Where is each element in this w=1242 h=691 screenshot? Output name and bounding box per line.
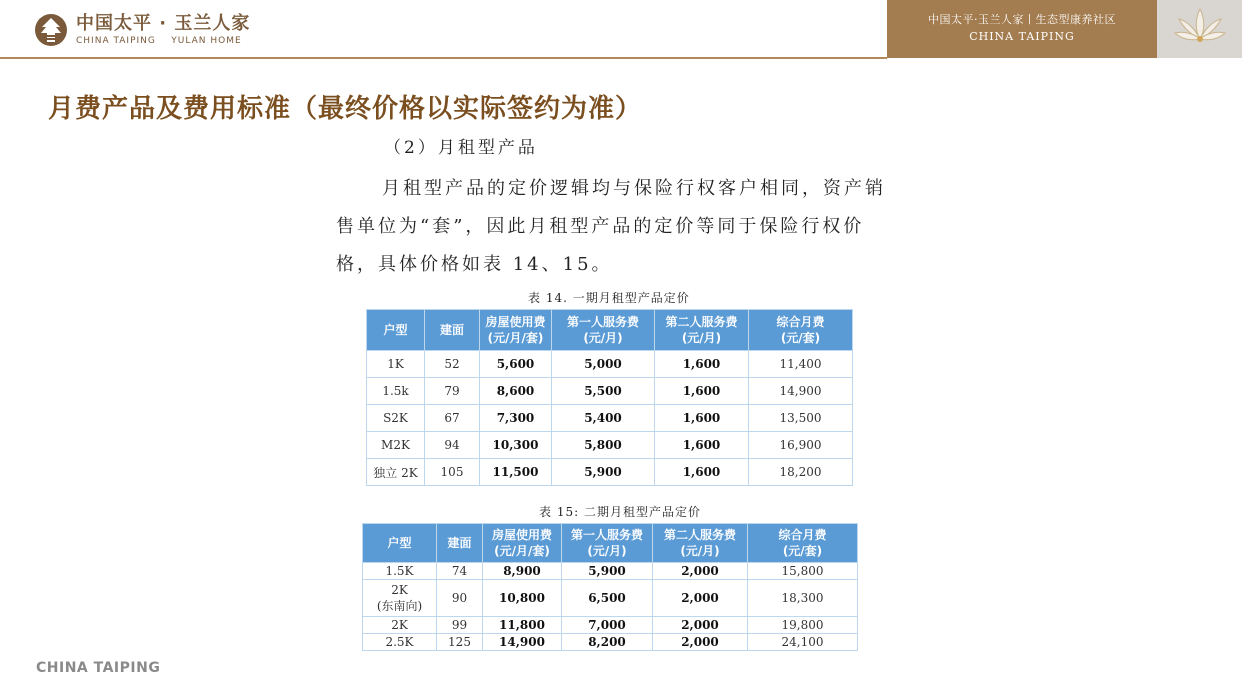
cell-text: (东南向) bbox=[376, 598, 423, 613]
cell-text: M2K bbox=[381, 438, 410, 452]
table-cell bbox=[655, 432, 749, 459]
cell-text: 独立 2K bbox=[373, 465, 418, 480]
cell-text: 5,400 bbox=[584, 411, 622, 425]
cell-text: 11,800 bbox=[499, 618, 545, 632]
cell-text: 11,400 bbox=[779, 357, 822, 371]
table-cell bbox=[562, 580, 653, 617]
table-cell bbox=[425, 432, 480, 459]
cell-text: 5,900 bbox=[588, 564, 626, 578]
cell-text: 1,600 bbox=[682, 438, 721, 452]
column-header-line: 建面 bbox=[439, 323, 464, 337]
column-header bbox=[480, 310, 552, 351]
column-header-line: 第二人服务费 bbox=[665, 315, 738, 329]
cell-text: 1.5k bbox=[382, 384, 409, 398]
table-cell bbox=[655, 351, 749, 378]
table-row bbox=[363, 563, 858, 580]
table-cell bbox=[748, 563, 858, 580]
table-cell bbox=[562, 617, 653, 634]
column-header bbox=[425, 310, 480, 351]
table-cell bbox=[483, 580, 562, 617]
cell-text: 15,800 bbox=[781, 564, 824, 578]
cell-text: 14,900 bbox=[779, 384, 822, 398]
table-cell bbox=[483, 563, 562, 580]
cell-text: 90 bbox=[451, 591, 468, 605]
cell-text: 1,600 bbox=[682, 357, 721, 371]
table-cell bbox=[480, 459, 552, 486]
column-header-line: 户型 bbox=[387, 536, 412, 550]
table-cell bbox=[655, 459, 749, 486]
header-bar bbox=[0, 0, 1242, 58]
cell-text: 13,500 bbox=[779, 411, 822, 425]
column-header bbox=[562, 524, 653, 563]
cell-text: 8,200 bbox=[588, 635, 626, 649]
cell-text: 2.5K bbox=[385, 635, 414, 649]
cell-text: 10,800 bbox=[499, 591, 545, 605]
header-divider bbox=[0, 57, 887, 59]
table-cell bbox=[437, 634, 483, 651]
table-row bbox=[363, 617, 858, 634]
column-header-line: 第一人服务费 bbox=[566, 315, 639, 329]
cell-text: 67 bbox=[444, 411, 460, 425]
column-header-line: (元/月/套) bbox=[494, 544, 550, 558]
cell-text: 7,000 bbox=[588, 618, 626, 632]
table-cell bbox=[367, 378, 425, 405]
cell-text: 79 bbox=[444, 384, 460, 398]
cell-text: 19,800 bbox=[781, 618, 824, 632]
table-cell bbox=[655, 378, 749, 405]
pricing-table-phase1 bbox=[366, 309, 853, 486]
cell-text: 1,600 bbox=[682, 411, 721, 425]
table-cell bbox=[748, 617, 858, 634]
column-header-line: 综合月费 bbox=[778, 528, 827, 542]
cell-text: 99 bbox=[451, 618, 468, 632]
logo-chinese-text: 中国太平 · 玉兰人家 bbox=[76, 12, 251, 34]
cell-text: 7,300 bbox=[496, 411, 535, 425]
table14-caption: 表 14. 一期月租型产品定价 bbox=[528, 291, 690, 305]
cell-text: 14,900 bbox=[499, 635, 545, 649]
table-cell bbox=[367, 459, 425, 486]
table-cell bbox=[425, 405, 480, 432]
cell-text: 2,000 bbox=[681, 591, 719, 605]
column-header-line: 第一人服务费 bbox=[570, 528, 643, 542]
cell-text: 52 bbox=[444, 357, 460, 371]
lotus-panel bbox=[1157, 0, 1242, 58]
table-row bbox=[367, 432, 853, 459]
table-cell bbox=[425, 378, 480, 405]
table-cell bbox=[748, 580, 858, 617]
table-cell bbox=[552, 459, 655, 486]
table15-caption: 表 15: 二期月租型产品定价 bbox=[539, 505, 701, 519]
column-header bbox=[653, 524, 748, 563]
cell-text: 10,300 bbox=[492, 438, 539, 452]
cell-text: 2K bbox=[391, 582, 408, 597]
column-header bbox=[437, 524, 483, 563]
table-cell bbox=[483, 634, 562, 651]
cell-text: 94 bbox=[444, 438, 460, 452]
cell-text: 74 bbox=[451, 564, 468, 578]
brand-tagline-en: CHINA TAIPING bbox=[969, 30, 1075, 43]
table-cell bbox=[367, 351, 425, 378]
column-header-line: (元/月) bbox=[587, 544, 627, 558]
cell-text: 5,000 bbox=[584, 357, 622, 371]
cell-text: 5,800 bbox=[584, 438, 622, 452]
table-cell bbox=[437, 563, 483, 580]
taiping-emblem-icon bbox=[34, 13, 68, 47]
column-header-line: (元/月) bbox=[583, 331, 623, 345]
cell-text: 1.5K bbox=[385, 564, 414, 578]
column-header-line: (元/套) bbox=[782, 544, 823, 558]
cell-text: 24,100 bbox=[781, 635, 824, 649]
table-header-row bbox=[363, 524, 858, 563]
section-heading: （2）月租型产品 bbox=[384, 138, 538, 158]
cell-text: 5,600 bbox=[496, 357, 535, 371]
cell-text: 1K bbox=[387, 357, 404, 371]
table-cell bbox=[749, 459, 853, 486]
column-header-line: 房屋使用费 bbox=[491, 528, 552, 542]
cell-text: 1,600 bbox=[682, 465, 721, 479]
table-cell bbox=[552, 405, 655, 432]
cell-text: 2,000 bbox=[681, 618, 719, 632]
table-cell bbox=[653, 563, 748, 580]
cell-text: 1,600 bbox=[682, 384, 721, 398]
table-cell bbox=[363, 617, 437, 634]
table-row bbox=[367, 351, 853, 378]
table-cell bbox=[480, 351, 552, 378]
cell-text: 2K bbox=[391, 618, 408, 632]
table-cell bbox=[653, 580, 748, 617]
table-cell bbox=[562, 634, 653, 651]
footer-brand: CHINA TAIPING bbox=[36, 660, 161, 676]
table-row bbox=[363, 634, 858, 651]
cell-text: 6,500 bbox=[588, 591, 626, 605]
table-cell bbox=[552, 432, 655, 459]
column-header bbox=[655, 310, 749, 351]
brand-panel bbox=[887, 0, 1157, 58]
table-cell bbox=[425, 351, 480, 378]
table-cell bbox=[653, 617, 748, 634]
cell-text: 18,200 bbox=[779, 465, 822, 479]
page-title: 月费产品及费用标准（最终价格以实际签约为准） bbox=[48, 94, 643, 124]
table-cell bbox=[480, 378, 552, 405]
table-cell bbox=[749, 405, 853, 432]
brand-tagline-cn: 中国太平·玉兰人家丨生态型康养社区 bbox=[928, 13, 1116, 26]
table-cell bbox=[653, 634, 748, 651]
table-cell bbox=[367, 405, 425, 432]
cell-text: 5,500 bbox=[584, 384, 622, 398]
column-header bbox=[367, 310, 425, 351]
table-row bbox=[363, 580, 858, 617]
pricing-table-phase2 bbox=[362, 523, 858, 651]
cell-text: 2,000 bbox=[681, 564, 719, 578]
column-header-line: 建面 bbox=[447, 536, 472, 550]
cell-text: 16,900 bbox=[779, 438, 822, 452]
cell-text: 8,600 bbox=[496, 384, 535, 398]
cell-text: S2K bbox=[383, 411, 408, 425]
cell-text: 2,000 bbox=[681, 635, 719, 649]
cell-text: 105 bbox=[440, 465, 464, 479]
column-header-line: 综合月费 bbox=[776, 315, 825, 329]
table-cell bbox=[655, 405, 749, 432]
column-header bbox=[749, 310, 853, 351]
table-cell bbox=[749, 351, 853, 378]
column-header bbox=[363, 524, 437, 563]
column-header bbox=[748, 524, 858, 563]
table-cell bbox=[437, 617, 483, 634]
table-cell bbox=[363, 634, 437, 651]
table-cell bbox=[363, 580, 437, 617]
cell-text: 8,900 bbox=[503, 564, 541, 578]
column-header-line: (元/月) bbox=[681, 331, 722, 345]
table-cell bbox=[749, 378, 853, 405]
table-row bbox=[367, 459, 853, 486]
table-cell bbox=[483, 617, 562, 634]
cell-text: 18,300 bbox=[781, 591, 824, 605]
table-cell bbox=[562, 563, 653, 580]
column-header-line: 户型 bbox=[383, 323, 408, 337]
table-row bbox=[367, 378, 853, 405]
table-header-row bbox=[367, 310, 853, 351]
table-cell bbox=[363, 563, 437, 580]
table-cell bbox=[480, 432, 552, 459]
table-cell bbox=[552, 351, 655, 378]
cell-text: 5,900 bbox=[584, 465, 622, 479]
table-cell bbox=[425, 459, 480, 486]
table-cell bbox=[749, 432, 853, 459]
column-header-line: 房屋使用费 bbox=[485, 315, 546, 329]
logo-english-text: CHINA TAIPING YULAN HOME bbox=[76, 35, 242, 46]
table-cell bbox=[480, 405, 552, 432]
table-cell bbox=[552, 378, 655, 405]
column-header-line: (元/套) bbox=[780, 331, 821, 345]
table-cell bbox=[437, 580, 483, 617]
table-row bbox=[367, 405, 853, 432]
body-paragraph: 月租型产品的定价逻辑均与保险行权客户相同，资产销售单位为“套”，因此月租型产品的定价等同于保险行权价格，具体价格如表 14、15。 bbox=[336, 178, 886, 275]
table-cell bbox=[367, 432, 425, 459]
brand-logo[interactable] bbox=[34, 12, 250, 48]
cell-text: 125 bbox=[448, 635, 471, 649]
column-header-line: (元/月/套) bbox=[487, 331, 544, 345]
table-cell bbox=[748, 634, 858, 651]
cell-text: 11,500 bbox=[492, 465, 539, 479]
column-header-line: (元/月) bbox=[680, 544, 720, 558]
column-header bbox=[483, 524, 562, 563]
column-header bbox=[552, 310, 655, 351]
column-header-line: 第二人服务费 bbox=[663, 528, 736, 542]
magnolia-flower-icon bbox=[1173, 5, 1227, 53]
